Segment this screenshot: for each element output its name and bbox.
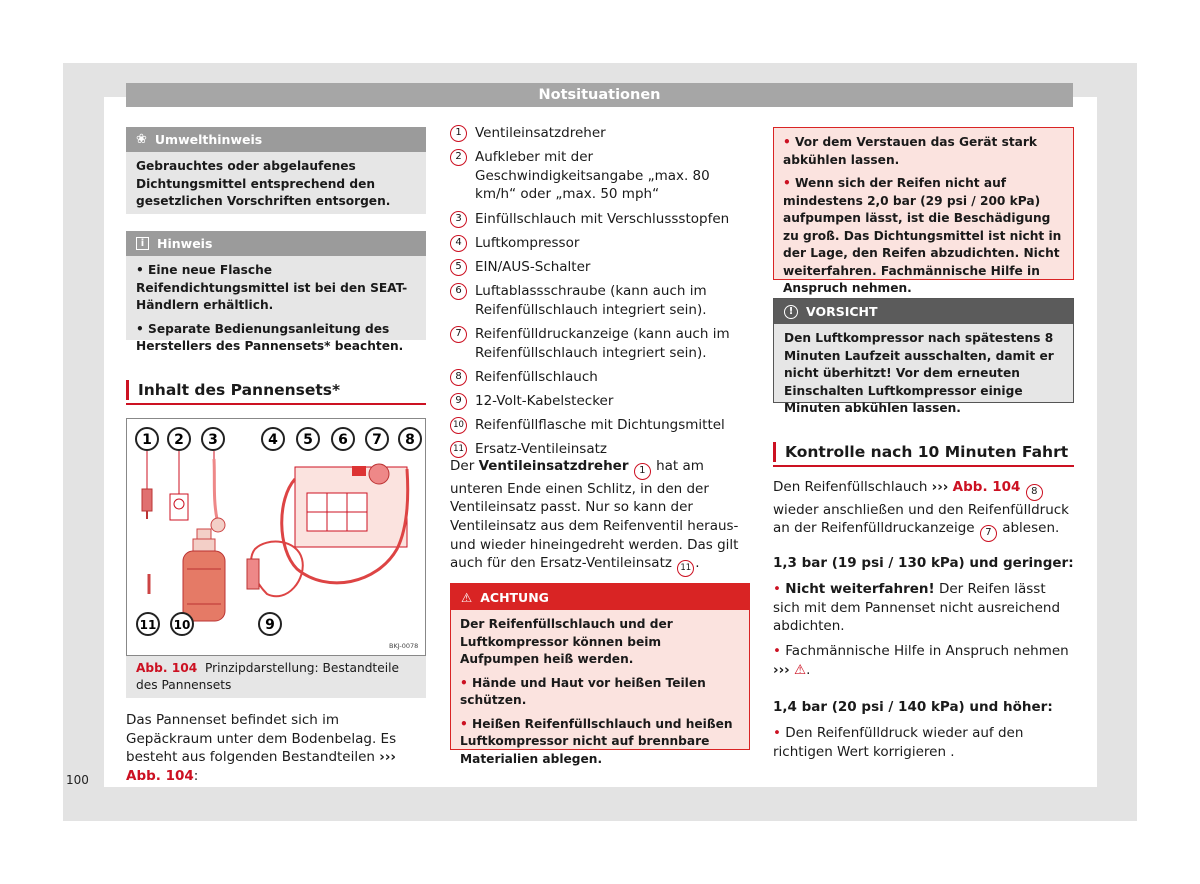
callout-9: 9 [265,617,275,633]
figure-caption-label: Abb. 104 [136,661,198,675]
environment-note-text: Gebrauchtes oder abgelaufenes Dichtungsmittel entsprechend den gesetzlichen Vorschriften entsorgen. [136,159,391,208]
figure-caption [126,656,426,698]
achtung-title: ACHTUNG [480,589,549,605]
callout-11: 11 [139,618,157,632]
callout-2: 2 [174,432,184,448]
hint-header [126,231,426,256]
low-pressure-item: • Nicht weiterfahren! Der Reifen lässt sich mit dem Pannenset nicht ausreichend abdichten. [773,581,1061,635]
section-rule [126,403,426,405]
callout-6: 6 [338,432,348,448]
hint-item: • Separate Bedienungsanleitung des Herstellers des Pannensets* beachten. [136,321,404,353]
vorsicht-header [774,299,1073,324]
callout-4: 4 [268,432,278,448]
high-pressure-heading: 1,4 bar (20 psi / 140 kPa) und höher: [773,699,1053,715]
list-item: 10 Reifenfüllflasche mit Dichtungsmittel [450,416,750,435]
list-item: 9 12-Volt-Kabelstecker [450,392,750,411]
exclamation-circle-icon: ! [784,305,798,319]
callout-1: 1 [142,432,152,448]
figure-ref-link[interactable]: Abb. 104 [952,479,1021,495]
list-item: 4 Luftkompressor [450,234,750,253]
achtung-intro: Der Reifenfüllschlauch und der Luftkompressor können beim Aufpumpen heiß werden. [460,617,673,666]
vorsicht-title: VORSICHT [806,304,878,319]
kontrolle-paragraph: Den Reifenfüllschlauch ››› Abb. 104 8 wieder anschließen und den Reifenfülldruck an der Reifenfülldruckanzeige 7 ablesen. [773,478,1074,542]
callout-8: 8 [405,432,415,448]
list-item: 6 Luftablassschraube (kann auch im Reifenfüllschlauch integriert sein). [450,282,750,319]
achtung-item: • Vor dem Verstauen das Gerät stark abkühlen lassen. [783,135,1038,167]
achtung-item: • Hände und Haut vor heißen Teilen schützen. [460,675,706,707]
list-item: 2 Aufkleber mit der Geschwindigkeitsangabe „max. 80 km/h“ oder „max. 50 mph“ [450,148,750,204]
callout-10: 10 [173,618,191,632]
warning-triangle-icon: ⚠ [794,661,807,678]
section-title-pannenset: Inhalt des Pannensets* [126,380,340,400]
list-item: 8 Reifenfüllschlauch [450,368,750,387]
figure-code: BKJ-0078 [389,642,419,650]
callout-7: 7 [372,432,382,448]
chapter-header: Notsituationen [126,83,1073,107]
list-item: 1 Ventileinsatzdreher [450,124,750,143]
hint-title: Hinweis [157,236,213,251]
parts-list [450,124,750,464]
environment-note-title: Umwelthinweis [154,132,263,147]
list-item: 3 Einfüllschlauch mit Verschlussstopfen [450,210,750,229]
achtung-box [450,583,750,766]
list-item: 7 Reifenfülldruckanzeige (kann auch im Reifenfüllschlauch integriert sein). [450,325,750,362]
vorsicht-box [773,298,1074,415]
low-pressure-item: • Fachmännische Hilfe in Anspruch nehmen ››› ⚠. [773,643,1069,678]
section-rule [773,465,1074,467]
leaf-icon: ❀ [136,132,147,147]
achtung-header [451,584,749,610]
valve-paragraph: Der Ventileinsatzdreher 1 hat am unteren Ende einen Schlitz, in den der Ventileinsatz passt. Nur so kann der Ventileinsatz aus dem Reifenventil heraus- und wieder hineingedreht werden. Das gilt auch für den Ersatz-Ventileinsatz 11 . [450,457,750,577]
section-title-kontrolle: Kontrolle nach 10 Minuten Fahrt [773,442,1068,462]
info-icon: i [136,237,149,250]
hint-item: • Eine neue Flasche Reifendichtungsmittel ist bei den SEAT-Händlern erhältlich. [136,263,408,312]
figure-ref-link[interactable]: Abb. 104 [126,767,194,784]
figure-pannenset [126,418,426,656]
warning-triangle-icon: ⚠ [461,589,473,605]
callout-3: 3 [208,432,218,448]
high-pressure-item: • Den Reifenfülldruck wieder auf den richtigen Wert korrigieren . [773,725,1024,760]
hint-box [126,231,426,353]
environment-note-header [126,127,426,152]
vorsicht-text: Den Luftkompressor nach spätestens 8 Minuten Laufzeit ausschalten, damit er nicht überhitzt! Vor dem erneuten Einschalten Luftkompressor einige Minuten abkühlen lassen. [784,331,1054,415]
environment-note [126,127,426,214]
page-number: 100 [66,773,89,787]
achtung-item: • Wenn sich der Reifen nicht auf mindestens 2,0 bar (29 psi / 200 kPa) aufpumpen lässt, ist die Beschädigung zu groß. Das Dichtungsmittel ist nicht in der Lage, den Reifen abzudichten. Nicht weiterfahren. Fachmännische Hilfe in Anspruch nehmen. [783,176,1062,295]
achtung-continued-box [773,127,1074,295]
pannenset-illustration [127,419,424,654]
achtung-item: • Heißen Reifenfüllschlauch und heißen Luftkompressor nicht auf brennbare Materialien ablegen. [460,716,733,766]
callout-5: 5 [303,432,313,448]
list-item: 5 EIN/AUS-Schalter [450,258,750,277]
low-pressure-heading: 1,3 bar (19 psi / 130 kPa) und geringer: [773,555,1074,571]
list-item: 11 Ersatz-Ventileinsatz [450,440,750,459]
intro-paragraph: Das Pannenset befindet sich im Gepäckraum unter dem Bodenbelag. Es besteht aus folgenden Bestandteilen ››› Abb. 104: [126,712,397,784]
figure-caption-text: Prinzipdarstellung: Bestandteile des Pannensets [136,661,399,692]
